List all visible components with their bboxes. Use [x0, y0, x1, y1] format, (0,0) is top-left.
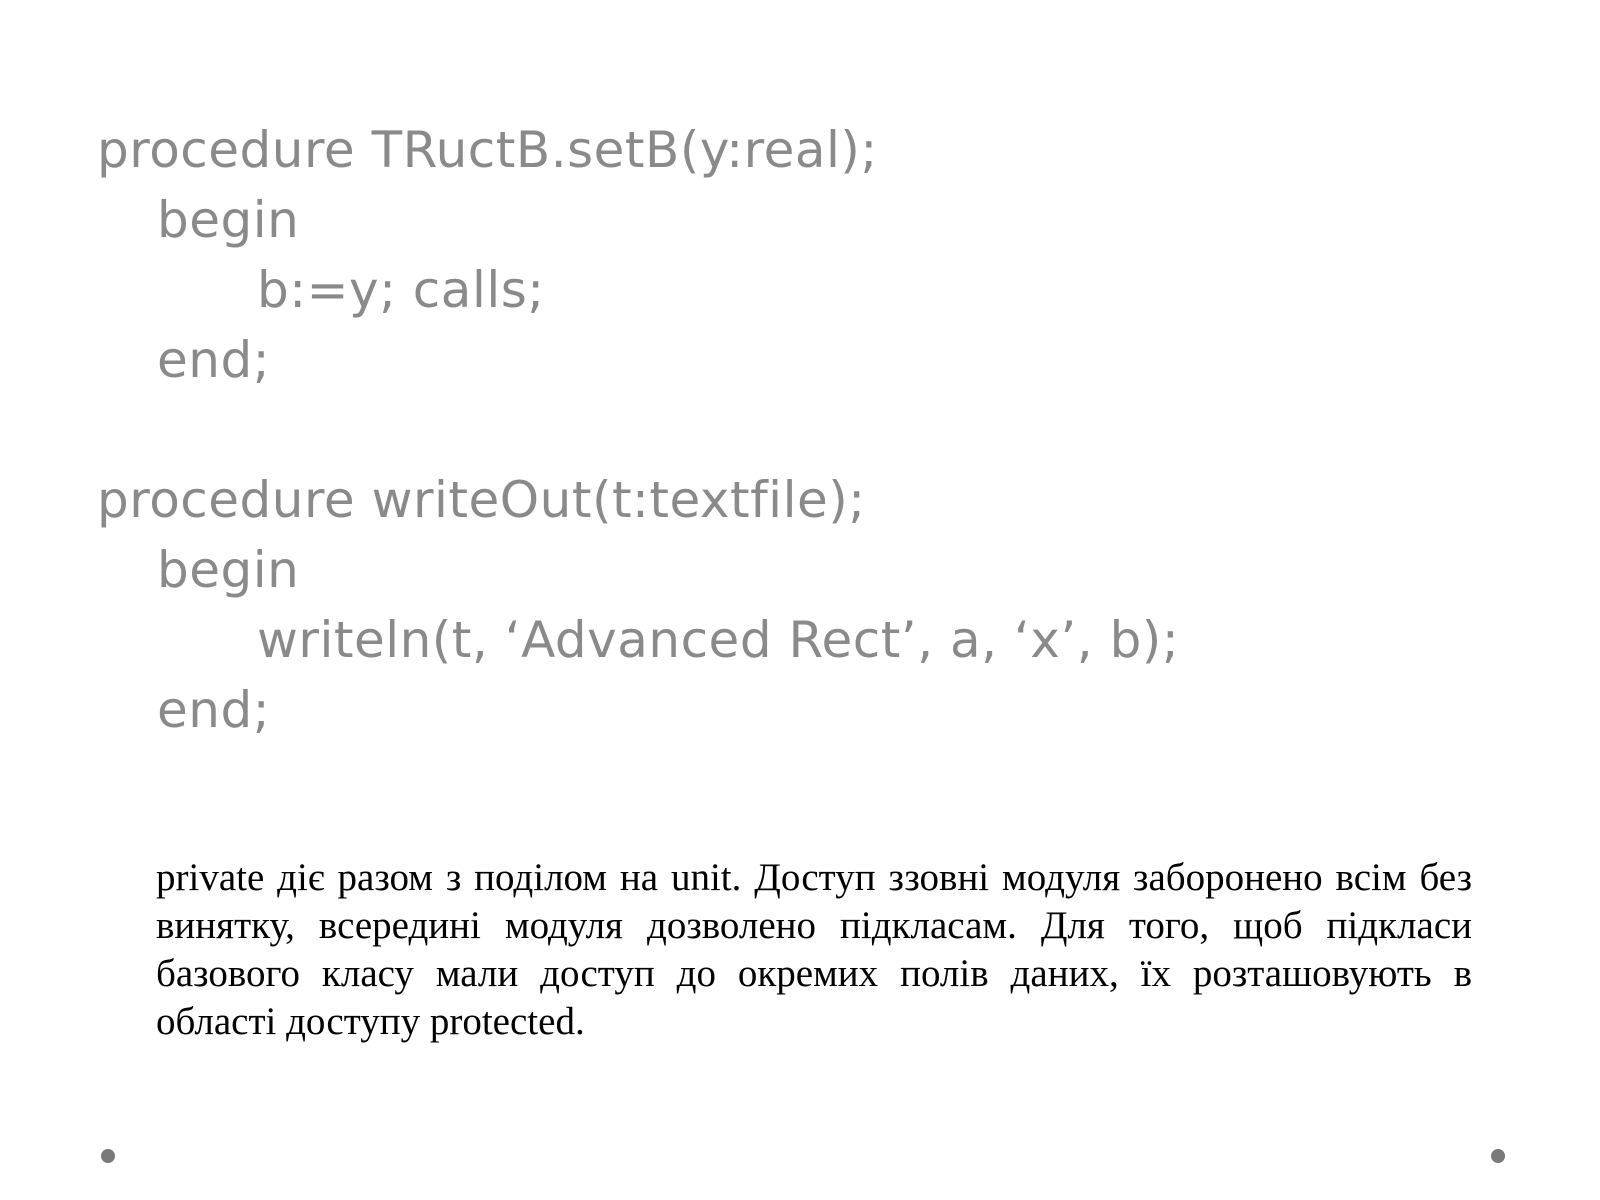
code-line-end: end;	[157, 681, 271, 739]
code-line-procedure-setb: procedure TRuctB.setB(y:real);	[97, 121, 878, 179]
code-line-begin: begin	[157, 191, 300, 249]
code-line-procedure-writeout: procedure writeOut(t:textfile);	[97, 471, 866, 529]
explanation-paragraph: private діє разом з поділом на unit. Доступ ззовні модуля заборонено всім без винятку, всередині модуля дозволено підкласам. Для того, щоб підкласи базового класу мали доступ до окремих полів даних, їх розташовують в області доступу protected.	[156, 856, 1472, 1043]
bullet-dot-icon	[1491, 1149, 1505, 1163]
code-line-begin: begin	[157, 541, 300, 599]
code-line-end: end;	[157, 331, 271, 389]
code-line-body: writeln(t, ‘Advanced Rect’, a, ‘x’, b);	[257, 611, 1180, 669]
code-line-body: b:=y; calls;	[257, 261, 545, 319]
bullet-dot-icon	[101, 1149, 115, 1163]
